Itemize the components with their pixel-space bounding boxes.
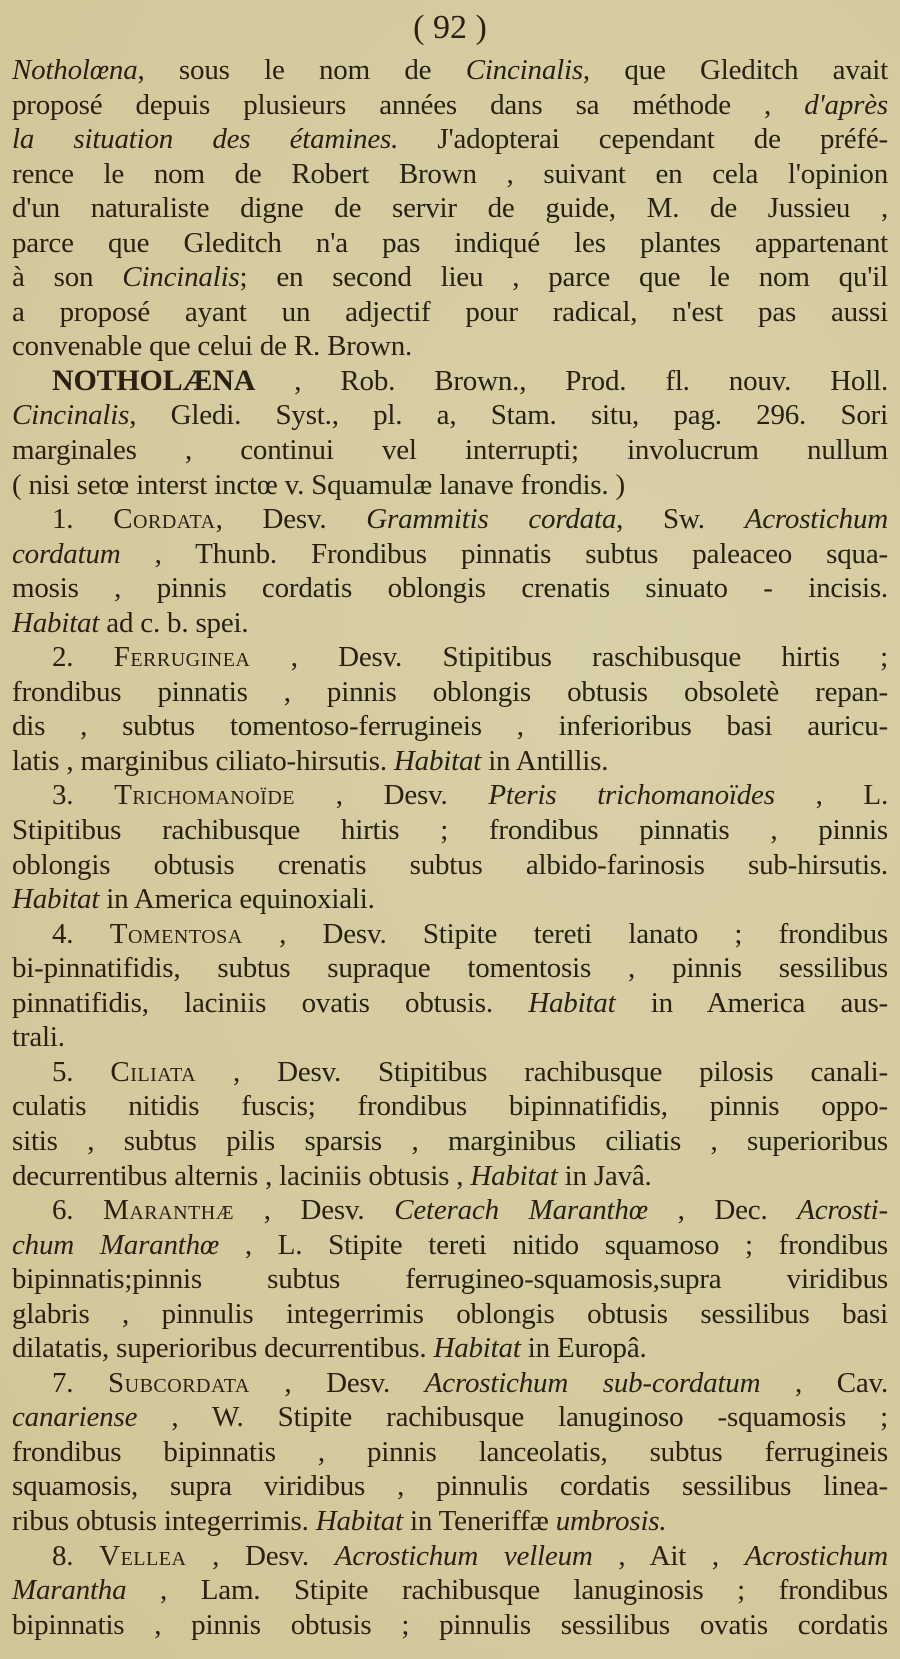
text-run: , Desv. <box>249 1366 425 1399</box>
text-run: , L. Stipite tereti nitido squamoso ; frondibus <box>219 1228 888 1261</box>
text-run: dis , subtus tomentoso-ferrugineis , inferioribus basi auricu- <box>12 710 888 743</box>
text-run: ( nisi setœ interst inctœ v. Squamulæ lanave frondis. ) <box>12 468 625 501</box>
text-line <box>12 468 888 503</box>
text-run: ad c. b. spei. <box>99 606 249 639</box>
text-line <box>12 986 888 1021</box>
italic-text: cordatum <box>12 537 121 570</box>
text-line <box>12 53 888 88</box>
text-run: , que Gleditch avait <box>582 54 888 86</box>
text-line <box>12 882 888 917</box>
text-run: frondibus bipinnatis , pinnis lanceolatis, subtus ferrugineis <box>12 1435 888 1468</box>
text-line <box>12 951 888 986</box>
text-line <box>12 191 888 226</box>
text-line <box>12 813 888 848</box>
text-line <box>12 1055 888 1090</box>
text-run: Stipitibus rachibusque hirtis ; frondibus pinnatis , pinnis <box>12 814 888 847</box>
text-line <box>12 502 888 537</box>
italic-text: Marantha <box>12 1574 127 1607</box>
text-run: , Rob. Brown., Prod. fl. nouv. Holl. <box>255 364 888 397</box>
text-line <box>12 606 888 641</box>
text-run: oblongis obtusis crenatis subtus albido-farinosis sub-hirsutis. <box>12 848 888 881</box>
italic-text: Habitat <box>12 883 100 916</box>
text-run: , Desv. <box>233 1194 395 1227</box>
text-run: in Javâ. <box>557 1159 652 1192</box>
text-run: glabris , pinnulis integerrimis oblongis obtusis sessilibus basi <box>12 1297 888 1330</box>
text-run: culatis nitidis fuscis; frondibus bipinnatifidis, pinnis oppo- <box>12 1090 888 1123</box>
text-run: 4. <box>52 917 110 950</box>
text-line <box>12 433 888 468</box>
text-run: , Cav. <box>760 1366 889 1399</box>
text-line <box>12 1435 888 1470</box>
italic-text: Ceterach Maranthœ <box>394 1194 648 1227</box>
text-line <box>12 709 888 744</box>
text-line <box>12 1262 888 1297</box>
text-run: , Sw. <box>616 503 745 536</box>
text-run: , Thunb. Frondibus pinnatis subtus paleaceo squa- <box>120 537 888 570</box>
text-line <box>12 778 888 813</box>
text-run: 2. <box>52 641 114 674</box>
text-run: ribus obtusis integerrimis. <box>12 1504 316 1537</box>
italic-text: Habitat <box>315 1504 403 1537</box>
text-run: , Dec. <box>647 1194 798 1227</box>
page-number: ( 92 ) <box>413 9 487 46</box>
text-line <box>12 1124 888 1159</box>
text-run: , Desv. Stipitibus rachibusque pilosis canali- <box>196 1055 888 1088</box>
text-line <box>12 260 888 295</box>
text-run: , Gledi. Syst., pl. a, Stam. situ, pag. 296. Sori <box>129 399 888 432</box>
italic-text: Acrostichum velleum <box>334 1539 593 1572</box>
species-name: Tomentosa <box>109 917 243 950</box>
text-line <box>12 917 888 952</box>
text-line <box>12 744 888 779</box>
species-name: Ciliata <box>110 1055 197 1088</box>
italic-text: Acrostichum <box>744 1539 888 1572</box>
text-run: frondibus pinnatis , pinnis oblongis obtusis obsoletè repan- <box>12 675 888 708</box>
text-run: J'adopterai cependant de préfé- <box>398 123 888 156</box>
text-run: in Antillis. <box>481 744 609 777</box>
text-line <box>12 122 888 157</box>
text-run: in America equinoxiali. <box>99 883 375 916</box>
italic-text: Acrosti- <box>797 1194 888 1227</box>
text-line <box>12 537 888 572</box>
italic-text: Habitat <box>433 1332 521 1365</box>
text-line <box>12 571 888 606</box>
text-run: bipinnatis , pinnis obtusis ; pinnulis sessilibus ovatis cordatis <box>12 1608 888 1641</box>
text-run: , Desv. <box>186 1539 335 1572</box>
italic-text: Habitat <box>470 1159 558 1192</box>
text-line <box>12 1573 888 1608</box>
species-name: Subcordata <box>108 1366 250 1399</box>
text-run: sitis , subtus pilis sparsis , marginibus ciliatis , superioribus <box>12 1124 888 1157</box>
text-run: pinnatifidis, laciniis ovatis obtusis. <box>12 986 529 1019</box>
italic-text: Acrostichum <box>744 503 889 536</box>
text-run: in Europâ. <box>520 1332 647 1365</box>
text-run: decurrentibus alternis , laciniis obtusis , <box>12 1159 471 1192</box>
italic-text: la situation des étamines. <box>12 123 399 156</box>
text-line <box>12 1193 888 1228</box>
text-run: à son <box>12 261 123 294</box>
genus-heading: NOTHOLÆNA <box>52 363 256 397</box>
text-run: d'un naturaliste digne de servir de guide, M. de Jussieu , <box>12 192 888 225</box>
text-run: , Desv. Stipitibus raschibusque hirtis ; <box>250 641 888 674</box>
text-run: , W. Stipite rachibusque lanuginoso -squamosis ; <box>137 1401 888 1434</box>
text-run: marginales , continui vel interrupti; involucrum nullum <box>12 434 888 467</box>
text-line <box>12 675 888 710</box>
italic-text: Pteris trichomanoïdes <box>488 779 775 812</box>
italic-text: Cincinalis <box>122 261 240 294</box>
text-line <box>12 1504 888 1539</box>
text-line <box>12 1366 888 1401</box>
text-line <box>12 157 888 192</box>
text-line <box>12 848 888 883</box>
italic-text: d'après <box>804 88 888 121</box>
text-run: trali. <box>12 1021 65 1054</box>
text-line <box>12 329 888 364</box>
text-line <box>12 1297 888 1332</box>
text-line <box>12 1608 888 1643</box>
species-name: Vellea <box>99 1539 187 1572</box>
text-run: 6. <box>52 1194 104 1227</box>
text-line <box>12 640 888 675</box>
page-body-text <box>12 53 888 1642</box>
text-run: , Desv. <box>215 503 367 536</box>
text-run: squamosis, supra viridibus , pinnulis cordatis sessilibus linea- <box>12 1470 888 1503</box>
text-run: mosis , pinnis cordatis oblongis crenatis sinuato - incisis. <box>12 572 888 605</box>
text-line <box>12 226 888 261</box>
text-run: , Ait , <box>592 1539 745 1572</box>
italic-text: Cincinalis <box>465 54 583 86</box>
text-run: 3. <box>52 779 115 812</box>
text-line <box>12 1228 888 1263</box>
italic-text: umbrosis. <box>555 1504 667 1537</box>
text-run: proposé depuis plusieurs années dans sa méthode , <box>12 88 805 121</box>
text-run: latis , marginibus ciliato-hirsutis. <box>12 744 394 777</box>
text-run: , sous le nom de <box>137 54 466 86</box>
italic-text: canariense <box>12 1401 138 1434</box>
text-run: 5. <box>52 1055 111 1088</box>
text-run: , Desv. <box>295 779 489 812</box>
text-run: bipinnatis;pinnis subtus ferrugineo-squamosis,supra viridibus <box>12 1263 888 1296</box>
species-name: Cordata <box>113 503 216 536</box>
species-name: Maranthæ <box>103 1194 234 1227</box>
italic-text: Acrostichum sub-cordatum <box>424 1366 761 1399</box>
italic-text: chum Maranthœ <box>12 1228 220 1261</box>
text-run: , Desv. Stipite tereti lanato ; frondibus <box>242 917 888 950</box>
text-run: in America aus- <box>615 986 889 1019</box>
text-run: ; en second lieu , parce que le nom qu'il <box>239 261 888 294</box>
species-name: Trichomanoïde <box>114 779 295 812</box>
italic-text: Notholœna <box>12 54 138 86</box>
text-line <box>12 1400 888 1435</box>
italic-text: Habitat <box>12 606 100 639</box>
species-name: Ferruginea <box>113 641 251 674</box>
text-run: parce que Gleditch n'a pas indiqué les plantes appartenant <box>12 226 888 259</box>
text-line <box>12 1020 888 1055</box>
text-run: convenable que celui de R. Brown. <box>12 330 413 363</box>
text-run: dilatatis, superioribus decurrentibus. <box>12 1332 434 1365</box>
text-line <box>12 1089 888 1124</box>
text-run: , Lam. Stipite rachibusque lanuginosis ; frondibus <box>126 1574 888 1607</box>
text-run: in Teneriffæ <box>402 1504 556 1537</box>
text-line <box>12 1331 888 1366</box>
italic-text: Habitat <box>528 986 616 1019</box>
text-run: a proposé ayant un adjectif pour radical, n'est pas aussi <box>12 295 888 328</box>
text-line <box>12 1469 888 1504</box>
text-line <box>12 398 888 433</box>
text-line <box>12 364 888 399</box>
text-run: rence le nom de Robert Brown , suivant en cela l'opinion <box>12 157 888 190</box>
italic-text: Habitat <box>393 744 482 777</box>
text-run: 1. <box>52 503 114 536</box>
italic-text: Grammitis cordata <box>366 503 617 536</box>
text-run: 8. <box>52 1539 100 1572</box>
italic-text: Cincinalis <box>12 399 130 432</box>
text-line <box>12 88 888 123</box>
text-line <box>12 1539 888 1574</box>
text-run: bi-pinnatifidis, subtus supraque tomentosis , pinnis sessilibus <box>12 952 888 985</box>
text-run: , L. <box>774 779 888 812</box>
text-line <box>12 1159 888 1194</box>
text-run: 7. <box>52 1366 109 1399</box>
text-line <box>12 295 888 330</box>
